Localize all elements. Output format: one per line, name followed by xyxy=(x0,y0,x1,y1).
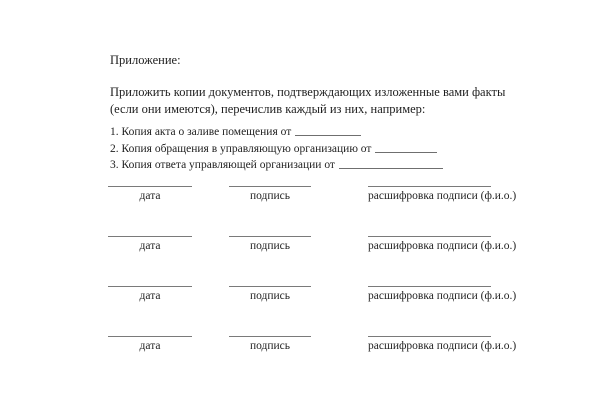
signature-field-label: подпись xyxy=(249,340,291,352)
signature-name-cell xyxy=(368,286,517,304)
signature-date-cell xyxy=(108,286,192,304)
signature-row xyxy=(0,336,600,386)
signature-row xyxy=(0,286,600,336)
attachment-blank-field[interactable] xyxy=(295,124,361,136)
page-title: Приложение: xyxy=(110,53,181,67)
signature-field-label: подпись xyxy=(249,290,291,302)
attachment-item xyxy=(110,124,530,141)
signature-sign-cell xyxy=(229,236,311,254)
signature-block xyxy=(0,186,600,386)
attachment-number: 2. xyxy=(110,142,119,155)
signature-field-label: расшифровка подписи (ф.и.о.) xyxy=(368,190,517,202)
signature-date-cell xyxy=(108,186,192,204)
attachment-blank-field[interactable] xyxy=(375,141,437,153)
attachment-number: 1. xyxy=(110,126,119,138)
signature-name-cell xyxy=(368,186,517,204)
signature-name-cell xyxy=(368,336,517,354)
signature-field-label: расшифровка подписи (ф.и.о.) xyxy=(368,240,517,252)
signature-field-label: дата xyxy=(139,190,161,202)
signature-field-label: подпись xyxy=(249,190,291,202)
signature-sign-cell xyxy=(229,286,311,304)
signature-date-cell xyxy=(108,336,192,354)
attachment-item xyxy=(110,141,530,158)
signature-row xyxy=(0,186,600,236)
signature-date-cell xyxy=(108,236,192,254)
attachment-item xyxy=(110,157,530,174)
attachment-list xyxy=(110,124,530,174)
signature-name-cell xyxy=(368,236,517,254)
signature-field-label: дата xyxy=(139,290,161,302)
attachment-text: Копия акта о заливе помещения от xyxy=(118,126,292,138)
signature-row xyxy=(0,236,600,286)
signature-field-label: дата xyxy=(139,240,161,252)
signature-field-label: дата xyxy=(139,340,161,352)
signature-field-label: расшифровка подписи (ф.и.о.) xyxy=(368,290,517,302)
signature-field-label: подпись xyxy=(249,240,291,252)
attachment-number: 3. xyxy=(110,159,119,171)
signature-field-label: расшифровка подписи (ф.и.о.) xyxy=(368,340,517,352)
intro-paragraph: Приложить копии документов, подтверждающих изложенные вами факты (если они имеются), перечислив каждый из них, например: xyxy=(110,85,506,116)
attachment-text: Копия ответа управляющей организации от xyxy=(118,159,335,171)
attachment-text: Копия обращения в управляющую организацию от xyxy=(118,142,372,155)
signature-sign-cell xyxy=(229,336,311,354)
attachment-blank-field[interactable] xyxy=(339,157,443,169)
signature-sign-cell xyxy=(229,186,311,204)
